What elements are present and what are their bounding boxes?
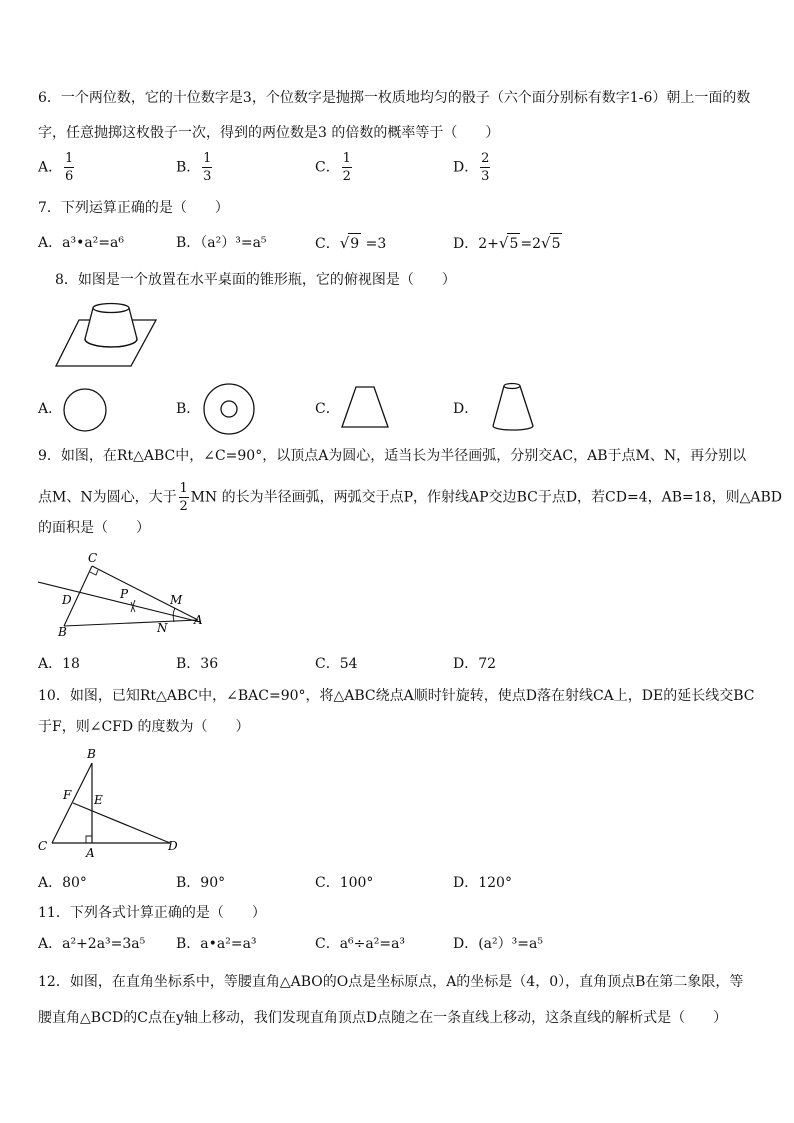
label-a: A — [86, 846, 95, 860]
q7-option-c[interactable]: C．√9 =3 — [315, 234, 387, 252]
q9-triangle-figure — [38, 550, 208, 640]
option-c-trapezoid-figure[interactable] — [340, 383, 392, 433]
option-d-cone-figure[interactable] — [490, 380, 538, 436]
option-label: B． — [176, 159, 201, 176]
q9-option-c[interactable]: C．54 — [315, 656, 358, 672]
q10-line1: 10．如图，已知Rt△ABC中，∠BAC=90°，将△ABC绕点A顺时针旋转，使点D落在射线CA上，DE的延长线交BC — [38, 688, 755, 704]
q10-option-c[interactable]: C．100° — [315, 875, 374, 891]
radical-icon: √ — [339, 234, 350, 252]
q8-option-b-label[interactable]: B． — [176, 401, 201, 417]
q10-option-a[interactable]: A．80° — [38, 875, 87, 891]
option-label: D． — [453, 159, 479, 176]
radical-icon: √ — [498, 234, 509, 252]
q11-option-d[interactable]: D．(a²）³=a⁵ — [453, 936, 543, 952]
label-n: N — [157, 621, 168, 635]
label-c: C — [38, 839, 48, 853]
q8-stem: 8．如图是一个放置在水平桌面的锥形瓶，它的俯视图是（ ） — [55, 272, 456, 288]
q6-option-c[interactable] — [315, 152, 354, 183]
cone-flask-figure — [55, 298, 157, 370]
q7-option-d[interactable]: D．2+√5 =2√5 — [453, 234, 561, 252]
q11-option-c[interactable]: C．a⁶÷a²=a³ — [315, 936, 406, 952]
label-d: D — [168, 839, 178, 853]
q9-option-b[interactable]: B．36 — [176, 656, 219, 672]
label-f: F — [63, 788, 72, 802]
option-b-concentric-circles-figure[interactable] — [200, 382, 258, 436]
q7-option-b[interactable]: B．（a²）³=a⁵ — [176, 235, 267, 251]
fraction: $\frac{2}{3}$ — [481, 151, 490, 184]
q6-line2: 字，任意抛掷这枚骰子一次，得到的两位数是3 的倍数的概率等于（ ） — [38, 125, 500, 141]
label-b: B — [87, 747, 96, 761]
option-label: C． — [315, 159, 340, 176]
q6-option-b[interactable] — [176, 152, 214, 183]
label-e: E — [94, 793, 103, 807]
q12-line1: 12．如图，在直角坐标系中，等腰直角△ABO的O点是坐标原点，A的坐标是（4，0），直角顶点B在第二象限，等 — [38, 974, 744, 990]
q12-line2: 腰直角△BCD的C点在y轴上移动，我们发现直角顶点D点随之在一条直线上移动，这条直线的解析式是（ ） — [38, 1010, 728, 1026]
radical-icon: √ — [541, 234, 551, 252]
q9-line3: 的面积是（ ） — [38, 520, 150, 536]
q11-stem: 11．下列各式计算正确的是（ ） — [38, 905, 266, 921]
label-a: A — [194, 613, 203, 627]
q10-option-b[interactable]: B．90° — [176, 875, 226, 891]
q7-stem: 7．下列运算正确的是（ ） — [38, 200, 229, 216]
option-label: A． — [38, 159, 63, 176]
label-c: C — [88, 551, 98, 565]
fraction: $\frac{1}{3}$ — [203, 151, 212, 184]
q8-option-a-label[interactable]: A． — [38, 401, 63, 417]
q9-line2: 点M、N为圆心，大于 $\frac{1}{2}$ MN 的长为半径画弧，两弧交于点P，作射线AP交边BC于点D，若CD=4，AB=18，则△ABD — [38, 481, 782, 514]
q8-option-c-label[interactable]: C． — [315, 401, 340, 417]
label-p: P — [120, 587, 129, 601]
q7-option-a[interactable]: A．a³•a²=a⁶ — [38, 235, 124, 251]
fraction: $\frac{1}{2}$ — [179, 481, 188, 514]
q9-line1: 9．如图，在Rt△ABC中，∠C=90°，以顶点A为圆心，适当长为半径画弧，分别交AC，AB于点M、N，再分别以 — [38, 448, 747, 464]
q10-triangle-figure — [36, 745, 186, 860]
label-m: M — [170, 593, 183, 607]
q9-option-a[interactable]: A．18 — [38, 656, 80, 672]
q6-option-d[interactable] — [453, 152, 492, 183]
option-a-circle-figure[interactable] — [58, 385, 112, 435]
q10-line2: 于F，则∠CFD 的度数为（ ） — [38, 719, 250, 735]
q6-option-a[interactable] — [38, 152, 76, 183]
q9-option-d[interactable]: D．72 — [453, 656, 497, 672]
label-d: D — [62, 593, 72, 607]
fraction: $\frac{1}{2}$ — [342, 151, 351, 184]
label-b: B — [58, 625, 67, 639]
fraction: $\frac{1}{6}$ — [64, 151, 74, 184]
q6-line1: 6．一个两位数，它的十位数字是3，个位数字是抛掷一枚质地均匀的骰子（六个面分别标有数字1-6）朝上一面的数 — [38, 90, 751, 106]
q11-option-b[interactable]: B．a•a²=a³ — [176, 936, 257, 952]
q11-option-a[interactable]: A．a²+2a³=3a⁵ — [38, 936, 146, 952]
q10-option-d[interactable]: D．120° — [453, 875, 512, 891]
q8-option-d-label[interactable]: D． — [453, 401, 479, 417]
